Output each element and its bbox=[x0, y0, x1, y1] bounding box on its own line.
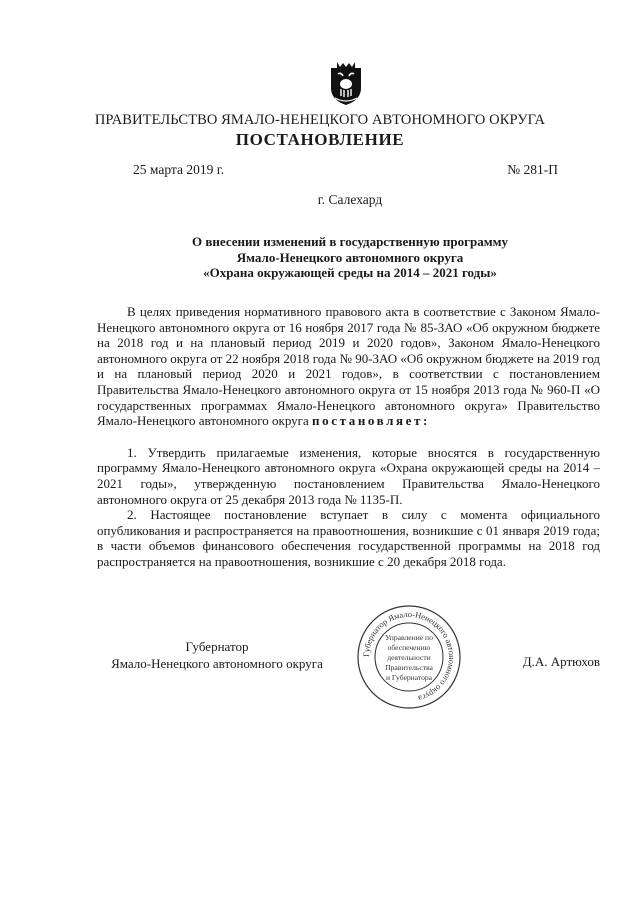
official-stamp bbox=[356, 604, 462, 710]
signatory-name: Д.А. Артюхов bbox=[522, 654, 600, 669]
stamp-line-3: деятельности bbox=[387, 653, 431, 662]
title-line-2: Ямало-Ненецкого автономного округа bbox=[236, 249, 464, 265]
document-body bbox=[97, 304, 600, 570]
title-line-1: О внесении изменений в государственную программу bbox=[192, 234, 508, 249]
stamp-line-4: Правительства bbox=[385, 663, 433, 672]
document-number: № 281-П bbox=[507, 162, 558, 177]
preamble-text: В целях приведения нормативного правового акта в соответствие с Законом Ямало-Ненецкого автономного округа от 16 ноября 2017 года № 85-ЗАО «Об окружном бюджете на 2018 год и на плановый период 2019 и 2020 годов», Законом Ямало-Ненецкого автономного округа от 22 ноября 2018 года № 90-ЗАО «Об окружном бюджете на 2019 год и на плановый период 2020 и 2021 годов», в соответствии с постановлением Правительства Ямало-Ненецкого автономного округа от 15 ноября 2013 года № 960-П «О государственных программах Ямало-Ненецкого автономного округа» Правительство Ямало-Ненецкого автономного округа bbox=[97, 304, 600, 429]
document-title bbox=[150, 234, 550, 281]
signatory-title-line-2: Ямало-Ненецкого автономного округа bbox=[111, 656, 323, 671]
document-type: ПОСТАНОВЛЕНИЕ bbox=[235, 130, 405, 149]
preamble-paragraph bbox=[97, 304, 600, 429]
document-city: г. Салехард bbox=[317, 192, 383, 207]
document-date: 25 марта 2019 г. bbox=[133, 162, 225, 177]
government-name: ПРАВИТЕЛЬСТВО ЯМАЛО-НЕНЕЦКОГО АВТОНОМНОГО ОКРУГА bbox=[94, 112, 546, 128]
decree-word: постановляет: bbox=[312, 413, 430, 429]
stamp-line-1: Управление по bbox=[385, 633, 433, 642]
stamp-ring-text: Губернатор Ямало-Ненецкого автономного округа bbox=[361, 609, 457, 703]
stamp-line-5: и Губернатора bbox=[385, 673, 433, 682]
item-1-paragraph: 1. Утвердить прилагаемые изменения, которые вносятся в государственную программу Ямало-Ненецкого автономного округа «Охрана окружающей среды на 2014 – 2021 годы», утвержденную постановлением Правительства Ямало-Ненецкого автономного округа от 25 декабря 2013 года № 1135-П. bbox=[97, 444, 600, 507]
stamp-line-2: обеспечению bbox=[387, 643, 431, 652]
signatory-title bbox=[97, 638, 337, 672]
item-2-paragraph: 2. Настоящее постановление вступает в силу с момента официального опубликования и распространяется на правоотношения, возникшие с 01 января 2019 года; в части объемов финансового обеспечения государственной программы на 2018 год распространяется на правоотношения, возникшие с 20 декабря 2018 года. bbox=[97, 507, 600, 569]
coat-of-arms-icon bbox=[329, 60, 363, 106]
title-line-3: «Охрана окружающей среды на 2014 – 2021 годы» bbox=[203, 265, 497, 280]
signatory-title-line-1: Губернатор bbox=[185, 639, 249, 654]
